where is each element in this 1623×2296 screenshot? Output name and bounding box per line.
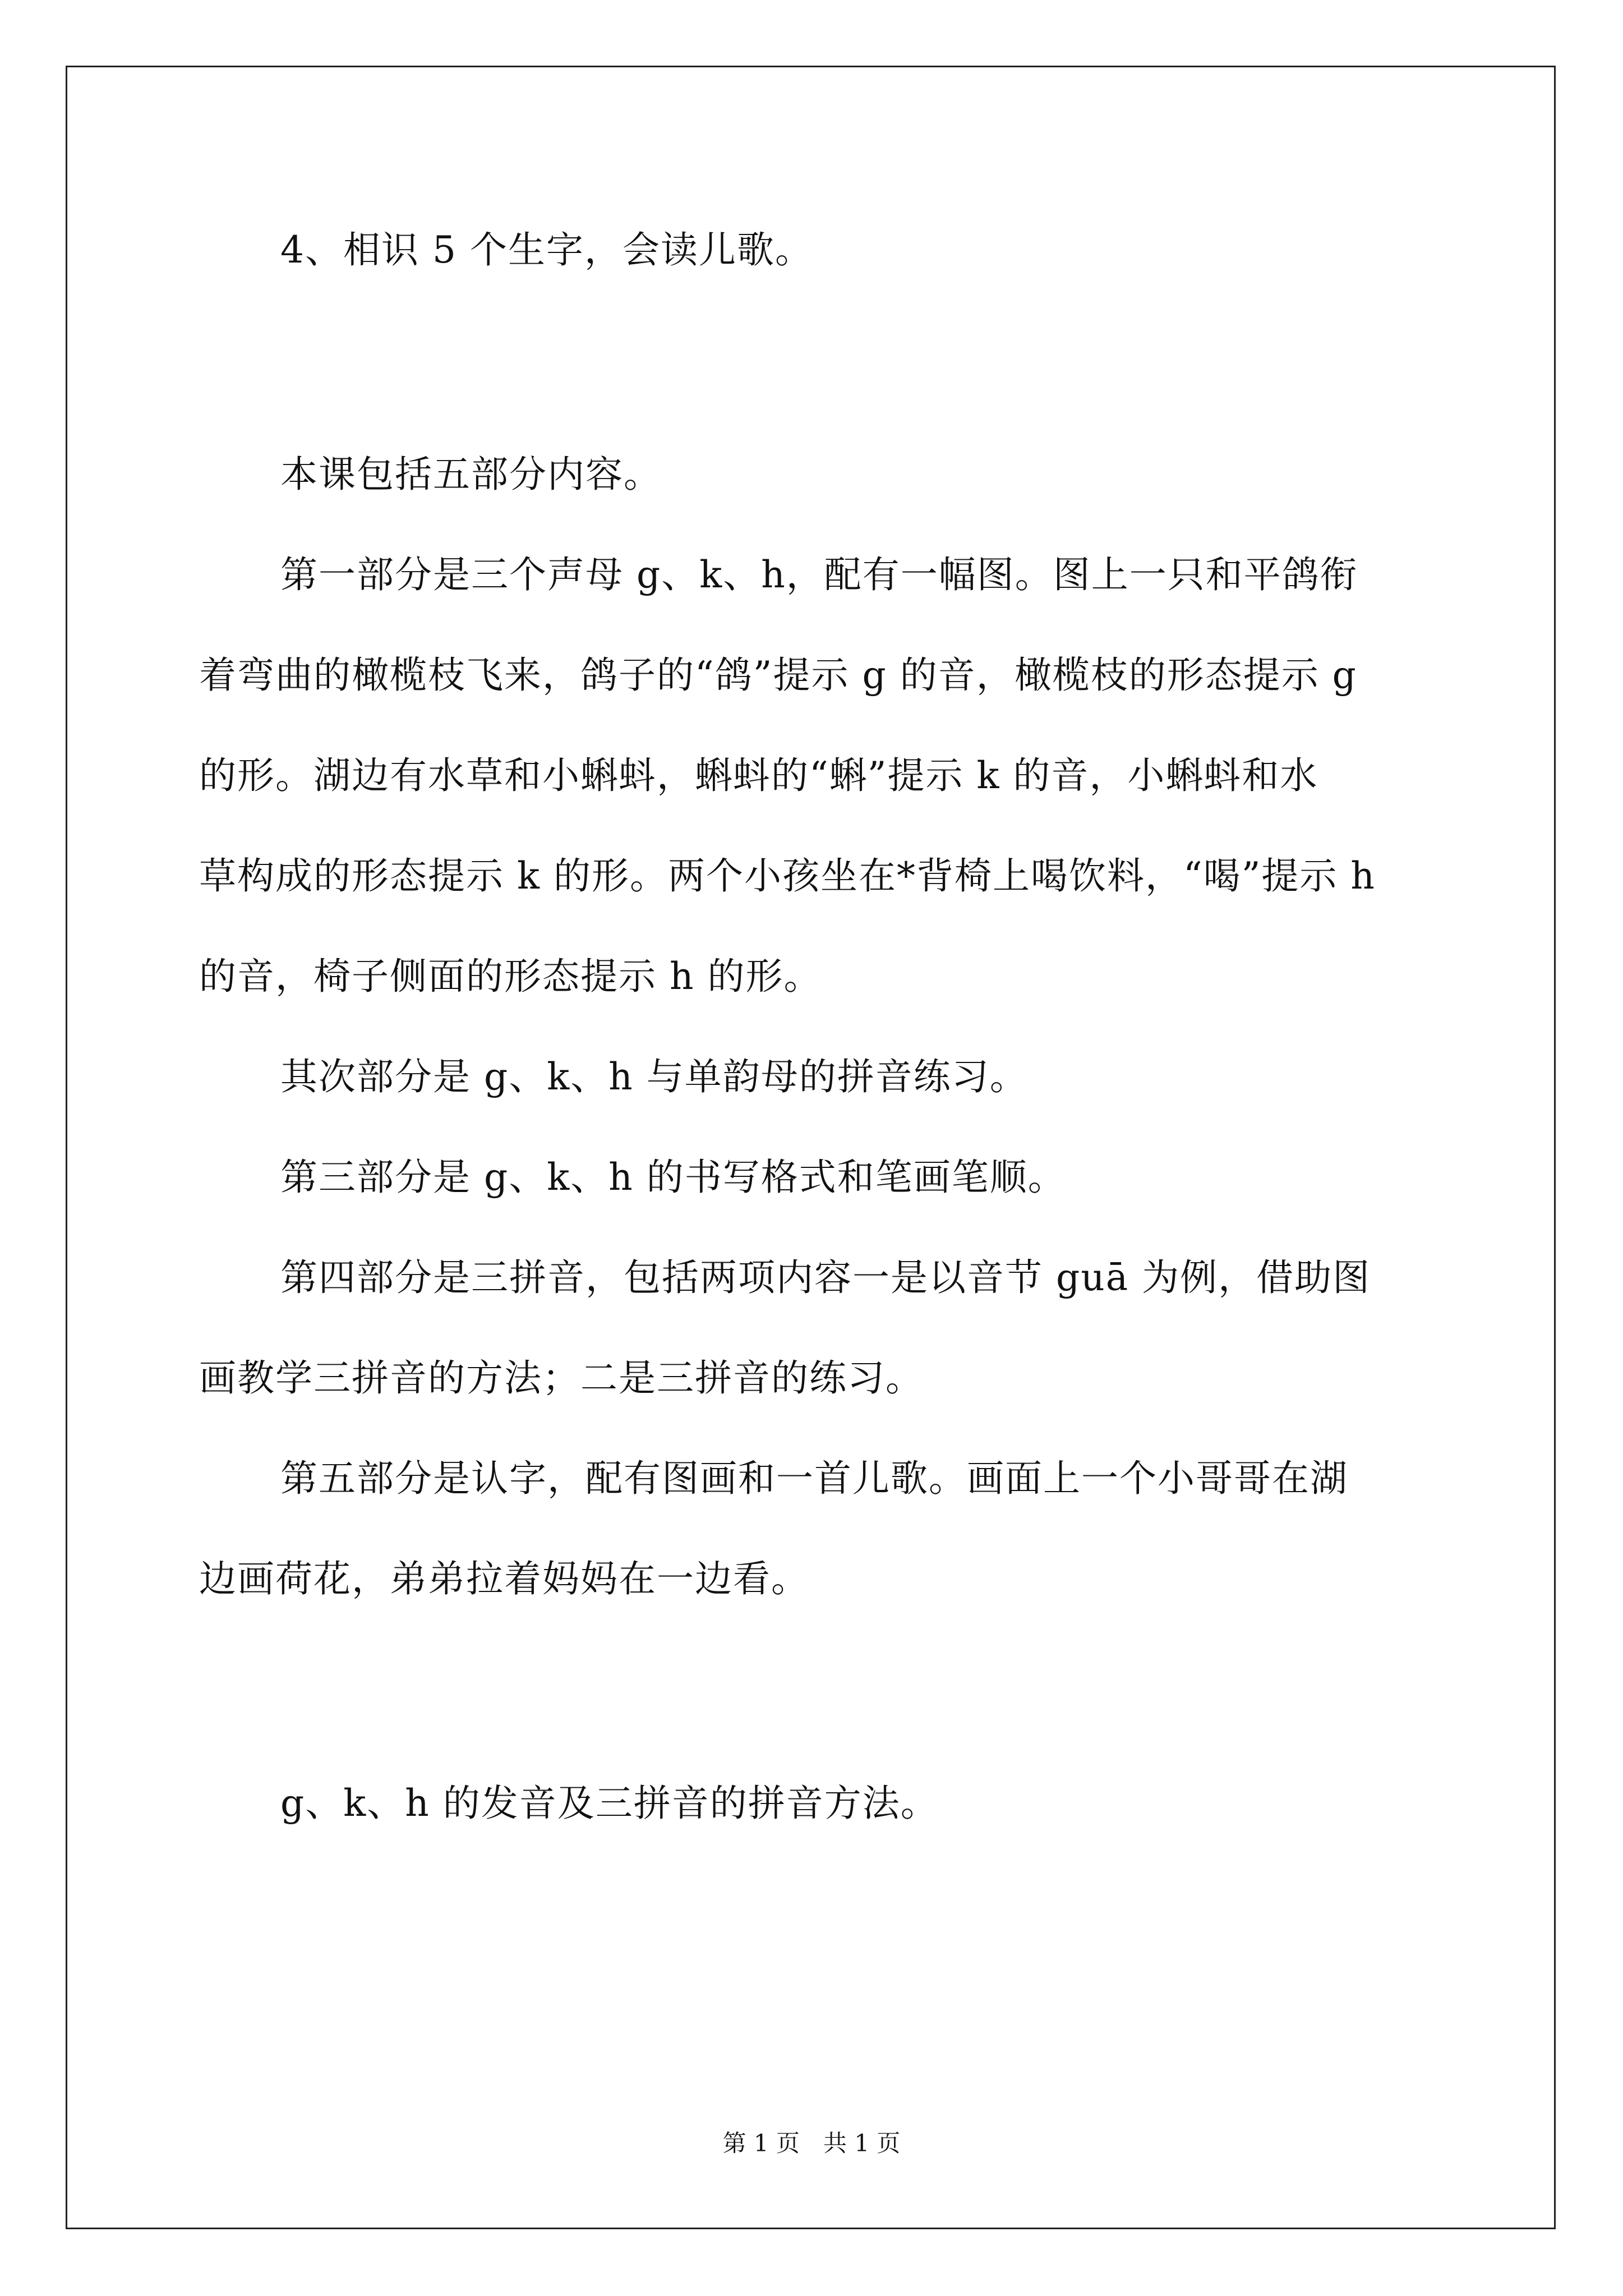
paragraph-part4-line2: 画教学三拼音的方法；二是三拼音的练习。: [199, 1356, 924, 1400]
paragraph-part5-line1: 第五部分是认字，配有图画和一首儿歌。画面上一个小哥哥在湖: [280, 1457, 1348, 1500]
paragraph-part4-line1: 第四部分是三拼音，包括两项内容一是以音节 guā 为例，借助图: [280, 1256, 1371, 1299]
paragraph-part1-line2: 着弯曲的橄榄枝飞来，鸽子的“鸽”提示 g 的音，橄榄枝的形态提示 g: [199, 654, 1357, 697]
objective-item-4: 4、相识 5 个生字，会读儿歌。: [280, 228, 813, 272]
page-number: 第 1 页 共 1 页: [722, 2129, 901, 2157]
page-border: [66, 66, 1556, 2229]
paragraph-part1-line3: 的形。湖边有水草和小蝌蚪，蝌蚪的“蝌”提示 k 的音，小蝌蚪和水: [199, 754, 1318, 797]
paragraph-part3: 第三部分是 g、k、h 的书写格式和笔画笔顺。: [280, 1156, 1066, 1199]
paragraph-part1-line5: 的音，椅子侧面的形态提示 h 的形。: [199, 955, 822, 998]
paragraph-part5-line2: 边画荷花，弟弟拉着妈妈在一边看。: [199, 1557, 809, 1600]
paragraph-part1-line4: 草构成的形态提示 k 的形。两个小孩坐在*背椅上喝饮料，“喝”提示 h: [199, 854, 1376, 898]
paragraph-key-points: g、k、h 的发音及三拼音的拼音方法。: [280, 1782, 939, 1825]
paragraph-part1-line1: 第一部分是三个声母 g、k、h，配有一幅图。图上一只和平鸽衔: [280, 553, 1358, 596]
paragraph-part2: 其次部分是 g、k、h 与单韵母的拼音练习。: [280, 1055, 1028, 1098]
paragraph-intro: 本课包括五部分内容。: [280, 453, 662, 496]
